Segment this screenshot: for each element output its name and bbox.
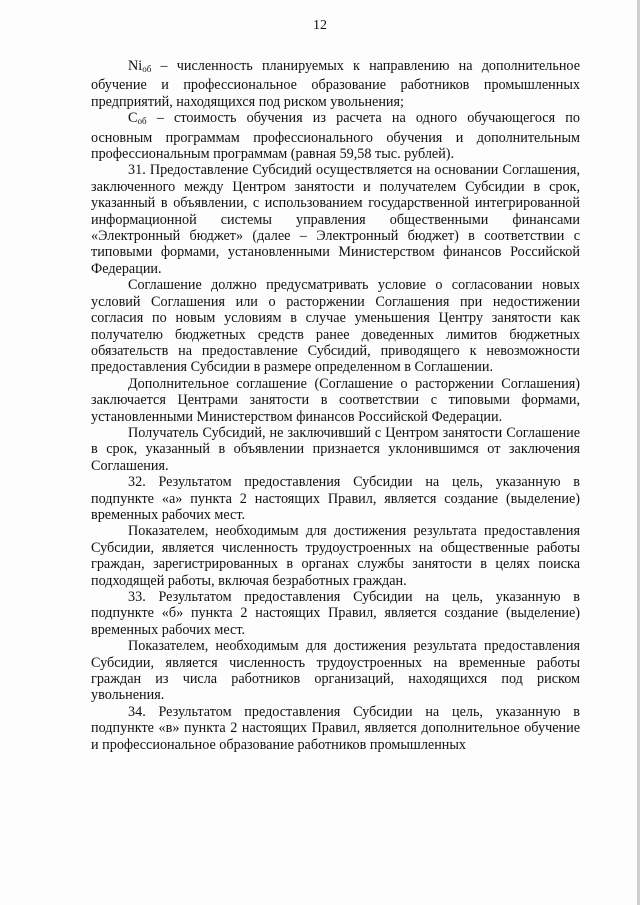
paragraph-evasion: Получатель Субсидий, не заключивший с Центром занятости Соглашение в срок, указанный в объявлении признается уклонившимся от заключения Соглашения. xyxy=(91,424,580,474)
document-body xyxy=(91,58,580,753)
paragraph-34: 34. Результатом предоставления Субсидии на цель, указанную в подпункте «в» пункта 2 настоящих Правил, является дополнительное обучение и профессиональное образование работников промышленных xyxy=(91,703,580,753)
paragraph-additional-agreement: Дополнительное соглашение (Соглашение о расторжении Соглашения) заключается Центрами занятости в соответствии с типовыми формами, установленными Министерством финансов Российской Федерации. xyxy=(91,375,580,425)
paragraph-cob-definition xyxy=(91,110,580,162)
paragraph-text: – стоимость обучения из расчета на одного обучающегося по основным программам профессионального обучения и дополнительным профессиональным программам (равная 59,58 тыс. рублей). xyxy=(91,110,580,163)
symbol-ni-subscript: об xyxy=(142,64,152,74)
paragraph-agreement-conditions: Соглашение должно предусматривать условие о согласовании новых условий Соглашения или о расторжении Соглашения при недостижении согласия по новым условиям в случае уменьшения Центру занятости как получателю бюджетных средств ранее доведенных лимитов бюджетных обязательств на предоставление Субсидий, приводящего к невозможности предоставления Субсидии в размере определенном в Соглашении. xyxy=(91,277,580,376)
paragraph-33: 33. Результатом предоставления Субсидии на цель, указанную в подпункте «б» пункта 2 настоящих Правил, является создание (выделение) временных рабочих мест. xyxy=(91,589,580,638)
paragraph-ni-definition xyxy=(91,58,580,110)
symbol-c-subscript: об xyxy=(137,116,147,127)
paragraph-32-indicator: Показателем, необходимым для достижения результата предоставления Субсидии, является численность трудоустроенных на общественные работы граждан, зарегистрированных в органах службы занятости в целях поиска подходящей работы, включая безработных граждан. xyxy=(91,523,580,589)
symbol-ni: Ni xyxy=(128,58,143,74)
paragraph-32: 32. Результатом предоставления Субсидии на цель, указанную в подпункте «а» пункта 2 настоящих Правил, является создание (выделение) временных рабочих мест. xyxy=(91,474,580,523)
symbol-c: С xyxy=(128,110,138,127)
paragraph-33-indicator: Показателем, необходимым для достижения результата предоставления Субсидии, является численность трудоустроенных на временные работы граждан из числа работников организаций, находящихся под риском увольнения. xyxy=(91,638,580,704)
paragraph-31: 31. Предоставление Субсидий осуществляется на основании Соглашения, заключенного между Центром занятости и получателем Субсидии в срок, указанный в объявлении, с использованием государственной интегрированной информационной системы управления общественными финансами «Электронный бюджет» (далее – Электронный бюджет) в соответствии с типовыми формами, установленными Министерством финансов Российской Федерации. xyxy=(91,162,580,277)
paragraph-text: – численность планируемых к направлению на дополнительное обучение и профессиональное образование работников промышленных предприятий, находящихся под риском увольнения; xyxy=(91,58,580,110)
page-number: 12 xyxy=(313,18,327,33)
